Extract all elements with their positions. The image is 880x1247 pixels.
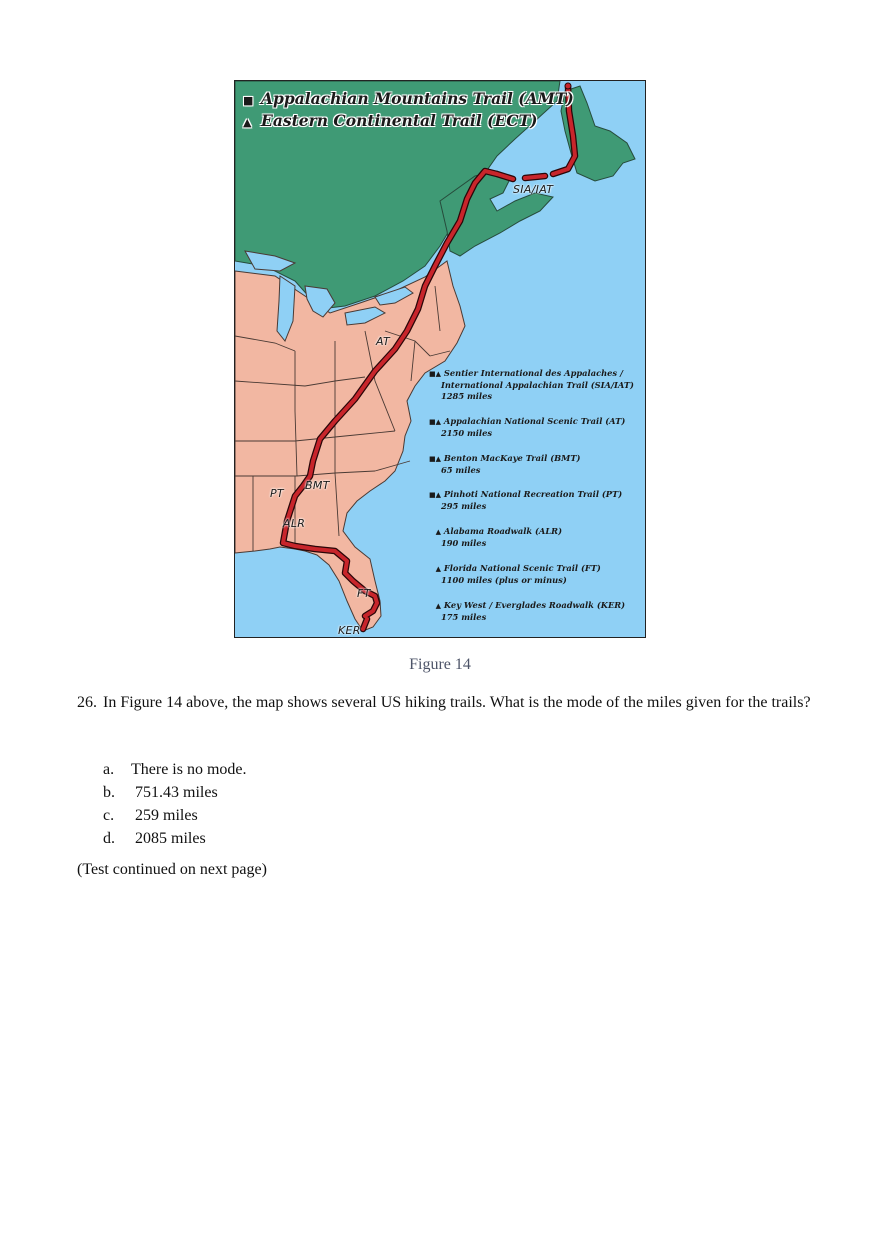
marker-icon: ■▲ bbox=[429, 490, 441, 499]
option-d[interactable] bbox=[103, 827, 247, 850]
key-item-miles: 65 miles bbox=[441, 464, 481, 475]
option-text: There is no mode. bbox=[131, 761, 247, 778]
key-item-at bbox=[425, 416, 645, 439]
option-text: 751.43 miles bbox=[131, 784, 218, 801]
option-a[interactable] bbox=[103, 758, 247, 781]
option-c[interactable] bbox=[103, 804, 247, 827]
option-letter: d. bbox=[103, 830, 115, 847]
key-item-line: Alabama Roadwalk (ALR) bbox=[443, 526, 563, 536]
marker-icon: ■▲ bbox=[429, 417, 441, 426]
option-letter: a. bbox=[103, 761, 115, 778]
question-block bbox=[77, 691, 817, 714]
key-item-miles: 2150 miles bbox=[441, 427, 493, 438]
question-number: 26. bbox=[77, 694, 97, 711]
figure-caption: Figure 14 bbox=[409, 656, 471, 673]
label-bmt: BMT bbox=[305, 479, 330, 492]
key-item-ker bbox=[425, 600, 645, 623]
label-alr: ALR bbox=[283, 517, 306, 530]
key-item-bmt bbox=[425, 453, 645, 476]
key-item-sia-iat bbox=[425, 368, 645, 403]
legend-ect bbox=[243, 111, 537, 130]
key-item-miles: 295 miles bbox=[441, 500, 487, 511]
key-item-pt bbox=[425, 489, 645, 512]
marker-icon: ▲ bbox=[435, 601, 441, 610]
key-item-ft bbox=[425, 563, 645, 586]
option-letter: b. bbox=[103, 784, 115, 801]
key-item-miles: 1100 miles (plus or minus) bbox=[441, 574, 567, 585]
marker-icon: ▲ bbox=[435, 527, 441, 536]
key-item-line: Florida National Scenic Trail (FT) bbox=[443, 563, 601, 573]
marker-icon: ■▲ bbox=[429, 369, 441, 378]
legend-ect-label: Eastern Continental Trail (ECT) bbox=[261, 111, 538, 130]
label-sia-iat: SIA/IAT bbox=[513, 183, 554, 196]
key-item-line: Appalachian National Scenic Trail (AT) bbox=[443, 416, 626, 426]
legend-amt-label: Appalachian Mountains Trail (AMT) bbox=[261, 89, 574, 108]
key-item-line: Pinhoti National Recreation Trail (PT) bbox=[443, 489, 623, 499]
label-ker: KER bbox=[338, 624, 361, 637]
answer-options bbox=[103, 758, 247, 850]
option-letter: c. bbox=[103, 807, 115, 824]
marker-icon: ▲ bbox=[435, 564, 441, 573]
key-item-miles: 175 miles bbox=[441, 611, 487, 622]
key-item-miles: 190 miles bbox=[441, 537, 487, 548]
trail-map bbox=[234, 80, 646, 638]
key-item-line: Sentier International des Appalaches / bbox=[443, 368, 624, 378]
key-item-alr bbox=[425, 526, 645, 549]
legend-amt bbox=[243, 89, 574, 108]
key-item-line: Benton MacKaye Trail (BMT) bbox=[443, 453, 581, 463]
question-text: In Figure 14 above, the map shows several US hiking trails. What is the mode of the miles given for the trails? bbox=[103, 694, 811, 711]
label-pt: PT bbox=[270, 487, 284, 500]
key-item-line: Key West / Everglades Roadwalk (KER) bbox=[443, 600, 626, 610]
label-at: AT bbox=[376, 335, 391, 348]
triangle-marker-icon: ▲ bbox=[243, 116, 252, 129]
marker-icon: ■▲ bbox=[429, 454, 441, 463]
key-item-miles: 1285 miles bbox=[441, 391, 493, 402]
option-text: 2085 miles bbox=[131, 830, 206, 847]
map-graphic bbox=[235, 81, 646, 638]
key-item-line: International Appalachian Trail (SIA/IAT) bbox=[441, 379, 634, 390]
continued-note: (Test continued on next page) bbox=[77, 861, 267, 878]
label-ft: FT bbox=[357, 587, 371, 600]
option-text: 259 miles bbox=[131, 807, 198, 824]
option-b[interactable] bbox=[103, 781, 247, 804]
square-marker-icon: ■ bbox=[243, 94, 254, 107]
